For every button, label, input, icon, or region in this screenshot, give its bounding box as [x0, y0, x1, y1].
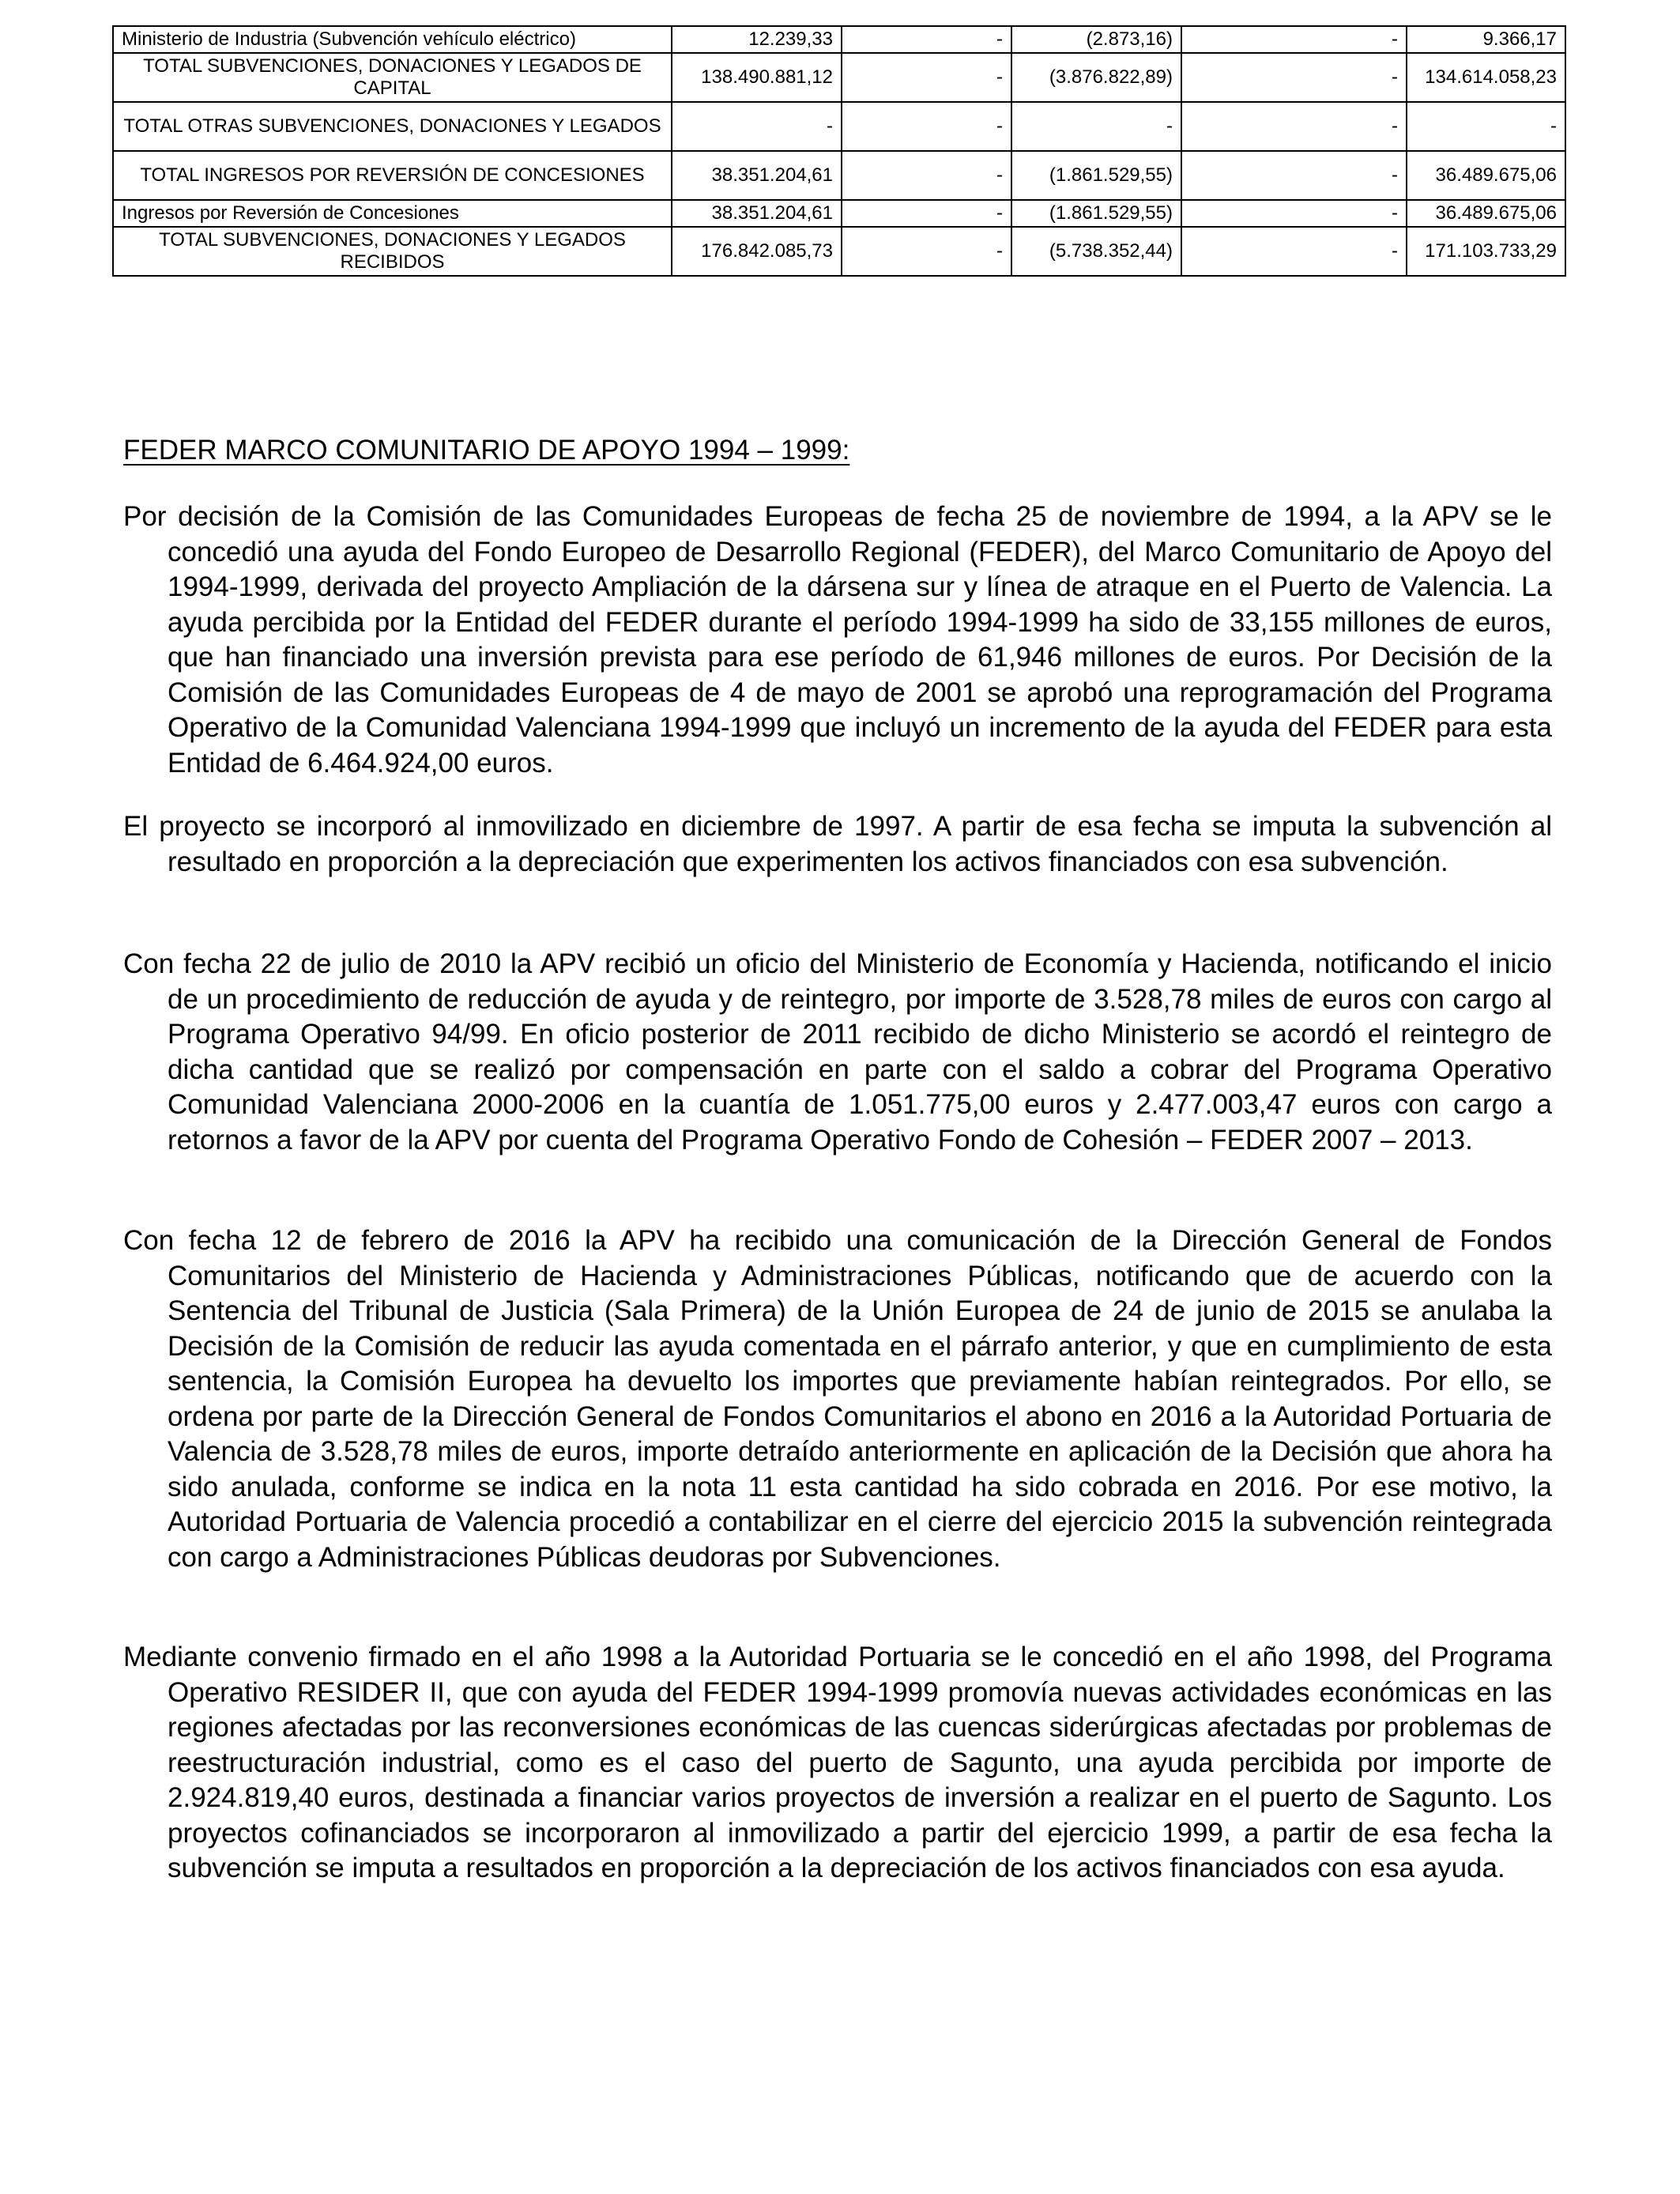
row-label: TOTAL SUBVENCIONES, DONACIONES Y LEGADOS RECIBIDOS	[113, 227, 672, 276]
cell-value: 171.103.733,29	[1407, 227, 1565, 276]
cell-value: -	[842, 227, 1011, 276]
table-row	[113, 151, 1565, 200]
cell-value: 38.351.204,61	[672, 151, 842, 200]
section-heading: FEDER MARCO COMUNITARIO DE APOYO 1994 – 1999:	[123, 435, 850, 466]
cell-value: (3.876.822,89)	[1011, 53, 1181, 102]
cell-value: 134.614.058,23	[1407, 53, 1565, 102]
cell-value: (5.738.352,44)	[1011, 227, 1181, 276]
paragraph: El proyecto se incorporó al inmovilizado en diciembre de 1997. A partir de esa fecha se imputa la subvención al resultado en proporción a la depreciación que experimenten los activos financiados con esa subvención.	[123, 811, 1552, 877]
cell-value: (2.873,16)	[1011, 26, 1181, 53]
row-label: Ministerio de Industria (Subvención vehículo eléctrico)	[113, 26, 672, 53]
cell-value: -	[842, 26, 1011, 53]
cell-value: -	[1407, 102, 1565, 151]
table-row	[113, 26, 1565, 53]
table-row	[113, 102, 1565, 151]
row-label: TOTAL SUBVENCIONES, DONACIONES Y LEGADOS DE CAPITAL	[113, 53, 672, 102]
row-label: Ingresos por Reversión de Concesiones	[113, 200, 672, 227]
cell-value: -	[1181, 151, 1407, 200]
cell-value: 9.366,17	[1407, 26, 1565, 53]
subsidies-table	[112, 25, 1566, 277]
row-label: TOTAL OTRAS SUBVENCIONES, DONACIONES Y LEGADOS	[113, 102, 672, 151]
cell-value: 38.351.204,61	[672, 200, 842, 227]
cell-value: -	[1011, 102, 1181, 151]
cell-value: -	[842, 53, 1011, 102]
cell-value: -	[842, 200, 1011, 227]
paragraph: Con fecha 12 de febrero de 2016 la APV ha recibido una comunicación de la Dirección General de Fondos Comunitarios del Ministerio de Hacienda y Administraciones Públicas, notificando que de acuerdo con la Sentencia del Tribunal de Justicia (Sala Primera) de la Unión Europea de 24 de junio de 2015 se anulaba la Decisión de la Comisión de reducir las ayuda comentada en el párrafo anterior, y que en cumplimiento de esta sentencia, la Comisión Europea ha devuelto los importes que previamente habían reintegrados. Por ello, se ordena por parte de la Dirección General de Fondos Comunitarios el abono en 2016 a la Autoridad Portuaria de Valencia de 3.528,78 miles de euros, importe detraído anteriormente en aplicación de la Decisión que ahora ha sido anulada, conforme se indica en la nota 11 esta cantidad ha sido cobrada en 2016. Por ese motivo, la Autoridad Portuaria de Valencia procedió a contabilizar en el cierre del ejercicio 2015 la subvención reintegrada con cargo a Administraciones Públicas deudoras por Subvenciones.	[123, 1225, 1552, 1573]
table-row	[113, 53, 1565, 102]
cell-value: -	[1181, 200, 1407, 227]
cell-value: 138.490.881,12	[672, 53, 842, 102]
paragraph: Por decisión de la Comisión de las Comunidades Europeas de fecha 25 de noviembre de 1994, a la APV se le concedió una ayuda del Fondo Europeo de Desarrollo Regional (FEDER), del Marco Comunitario de Apoyo del 1994-1999, derivada del proyecto Ampliación de la dársena sur y línea de atraque en el Puerto de Valencia. La ayuda percibida por la Entidad del FEDER durante el período 1994-1999 ha sido de 33,155 millones de euros, que han financiado una inversión prevista para ese período de 61,946 millones de euros. Por Decisión de la Comisión de las Comunidades Europeas de 4 de mayo de 2001 se aprobó una reprogramación del Programa Operativo de la Comunidad Valenciana 1994-1999 que incluyó un incremento de la ayuda del FEDER para esta Entidad de 6.464.924,00 euros.	[123, 501, 1552, 778]
cell-value: -	[842, 102, 1011, 151]
cell-value: 36.489.675,06	[1407, 200, 1565, 227]
cell-value: -	[1181, 227, 1407, 276]
row-label: TOTAL INGRESOS POR REVERSIÓN DE CONCESIONES	[113, 151, 672, 200]
cell-value: (1.861.529,55)	[1011, 200, 1181, 227]
cell-value: 12.239,33	[672, 26, 842, 53]
cell-value: -	[842, 151, 1011, 200]
cell-value: (1.861.529,55)	[1011, 151, 1181, 200]
paragraph: Con fecha 22 de julio de 2010 la APV recibió un oficio del Ministerio de Economía y Hacienda, notificando el inicio de un procedimiento de reducción de ayuda y de reintegro, por importe de 3.528,78 miles de euros con cargo al Programa Operativo 94/99. En oficio posterior de 2011 recibido de dicho Ministerio se acordó el reintegro de dicha cantidad que se realizó por compensación en parte con el saldo a cobrar del Programa Operativo Comunidad Valenciana 2000-2006 en la cuantía de 1.051.775,00 euros y 2.477.003,47 euros con cargo a retornos a favor de la APV por cuenta del Programa Operativo Fondo de Cohesión – FEDER 2007 – 2013.	[123, 948, 1552, 1155]
table-row	[113, 200, 1565, 227]
cell-value: -	[1181, 26, 1407, 53]
cell-value: 36.489.675,06	[1407, 151, 1565, 200]
paragraph: Mediante convenio firmado en el año 1998 a la Autoridad Portuaria se le concedió en el año 1998, del Programa Operativo RESIDER II, que con ayuda del FEDER 1994-1999 promovía nuevas actividades económicas en las regiones afectadas por las reconversiones económicas de las cuencas siderúrgicas afectadas por problemas de reestructuración industrial, como es el caso del puerto de Sagunto, una ayuda percibida por importe de 2.924.819,40 euros, destinada a financiar varios proyectos de inversión a realizar en el puerto de Sagunto. Los proyectos cofinanciados se incorporaron al inmovilizado a partir del ejercicio 1999, a partir de esa fecha la subvención se imputa a resultados en proporción a la depreciación de los activos financiados con esa ayuda.	[123, 1642, 1552, 1883]
cell-value: 176.842.085,73	[672, 227, 842, 276]
cell-value: -	[672, 102, 842, 151]
table-row	[113, 227, 1565, 276]
cell-value: -	[1181, 53, 1407, 102]
cell-value: -	[1181, 102, 1407, 151]
